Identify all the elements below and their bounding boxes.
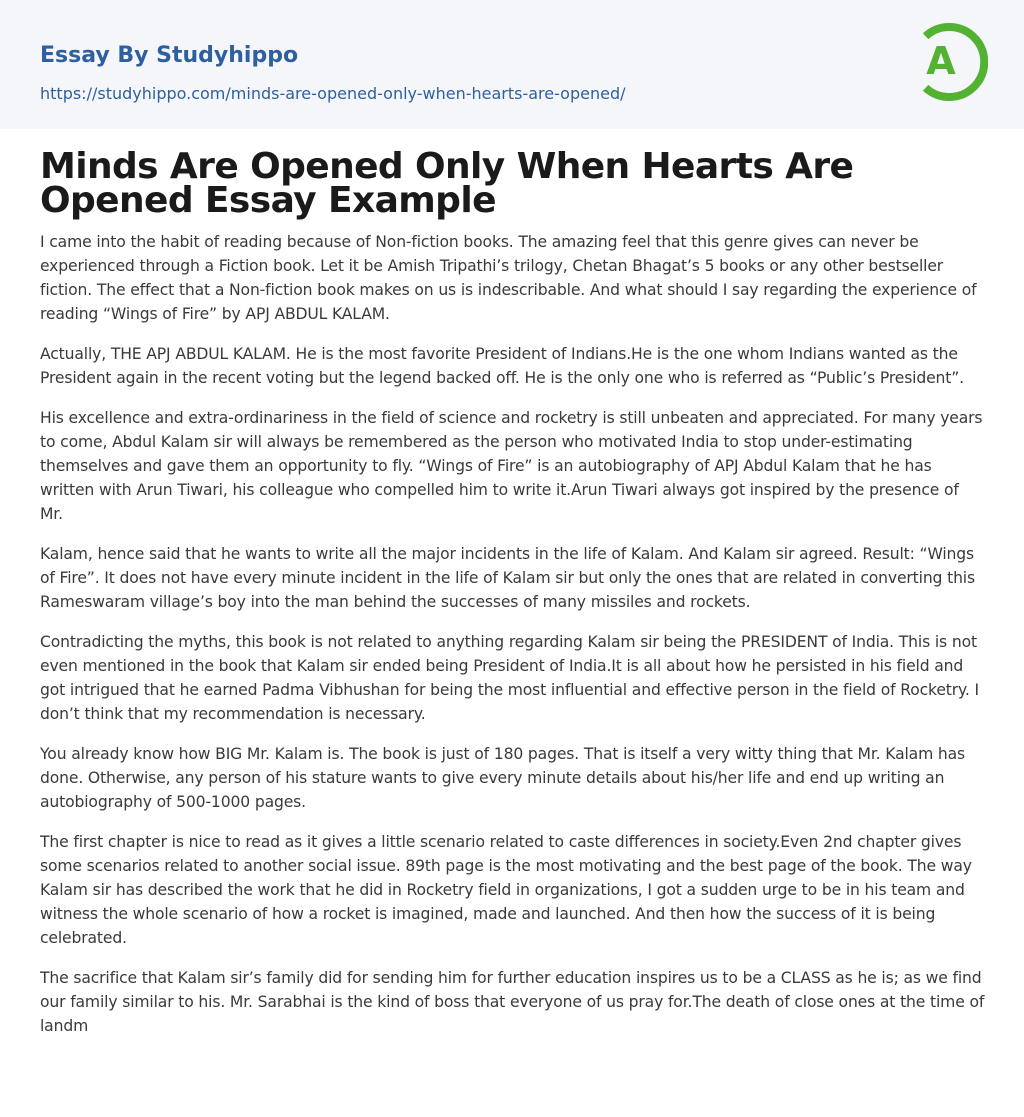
article-paragraph: The sacrifice that Kalam sir’s family did for sending him for further education inspires us to be a CLASS as he is; as we find our family similar to his. Mr. Sarabhai is the kind of boss that everyone of us pray for.The death of close ones at the time of landm: [40, 969, 985, 1035]
article-paragraph: The first chapter is nice to read as it gives a little scenario related to caste differences in society.Even 2nd chapter gives some scenarios related to another social issue. 89th page is the most motivating and the best page of the book. The way Kalam sir has described the work that he did in Rocketry field in organizations, I got a sudden urge to be in his team and witness the whole scenario of how a rocket is imagined, made and launched. And then how the success of it is being celebrated.: [40, 833, 972, 947]
article-paragraph: I came into the habit of reading because of Non-fiction books. The amazing feel that this genre gives can never be experienced through a Fiction book. Let it be Amish Tripathi’s trilogy, Chetan Bhagat’s 5 books or any other bestseller fiction. The effect that a Non-fiction book makes on us is indescribable. And what should I say regarding the experience of reading “Wings of Fire” by APJ ABDUL KALAM.: [40, 233, 977, 323]
source-url-link[interactable]: https://studyhippo.com/minds-are-opened-only-when-hearts-are-opened/: [40, 84, 626, 103]
article-paragraph: His excellence and extra-ordinariness in the field of science and rocketry is still unbeaten and appreciated. For many years to come, Abdul Kalam sir will always be remembered as the person who motivated India to stop under-estimating themselves and gave them an opportunity to fly. “Wings of Fire” is an autobiography of APJ Abdul Kalam that he has written with Arun Tiwari, his colleague who compelled him to write it.Arun Tiwari always got inspired by the presence of Mr.: [40, 409, 983, 523]
article-paragraph: You already know how BIG Mr. Kalam is. The book is just of 180 pages. That is itself a very witty thing that Mr. Kalam has done. Otherwise, any person of his stature wants to give every minute details about his/her life and end up writing an autobiography of 500-1000 pages.: [40, 745, 966, 811]
article: [40, 146, 986, 1054]
logo-letter: A: [926, 39, 956, 83]
article-paragraph: Actually, THE APJ ABDUL KALAM. He is the most favorite President of Indians.He is the one whom Indians wanted as the President again in the recent voting but the legend backed off. He is the only one who is referred as “Public’s President”.: [40, 345, 964, 387]
article-paragraph: Kalam, hence said that he wants to write all the major incidents in the life of Kalam. And Kalam sir agreed. Result: “Wings of Fire”. It does not have every minute incident in the life of Kalam sir but only the ones that are related in converting this Rameswaram village’s boy into the man behind the successes of many missiles and rockets.: [40, 545, 975, 611]
page-title: Minds Are Opened Only When Hearts Are Opened Essay Example: [40, 146, 854, 221]
site-brand[interactable]: Essay By Studyhippo: [40, 43, 299, 68]
article-paragraph: Contradicting the myths, this book is not related to anything regarding Kalam sir being the PRESIDENT of India. This is not even mentioned in the book that Kalam sir ended being President of India.It is all about how he persisted in his field and got intrigued that he earned Padma Vibhushan for being the most influential and effective person in the field of Rocketry. I don’t think that my recommendation is necessary.: [40, 633, 979, 723]
site-header: [0, 0, 1024, 129]
